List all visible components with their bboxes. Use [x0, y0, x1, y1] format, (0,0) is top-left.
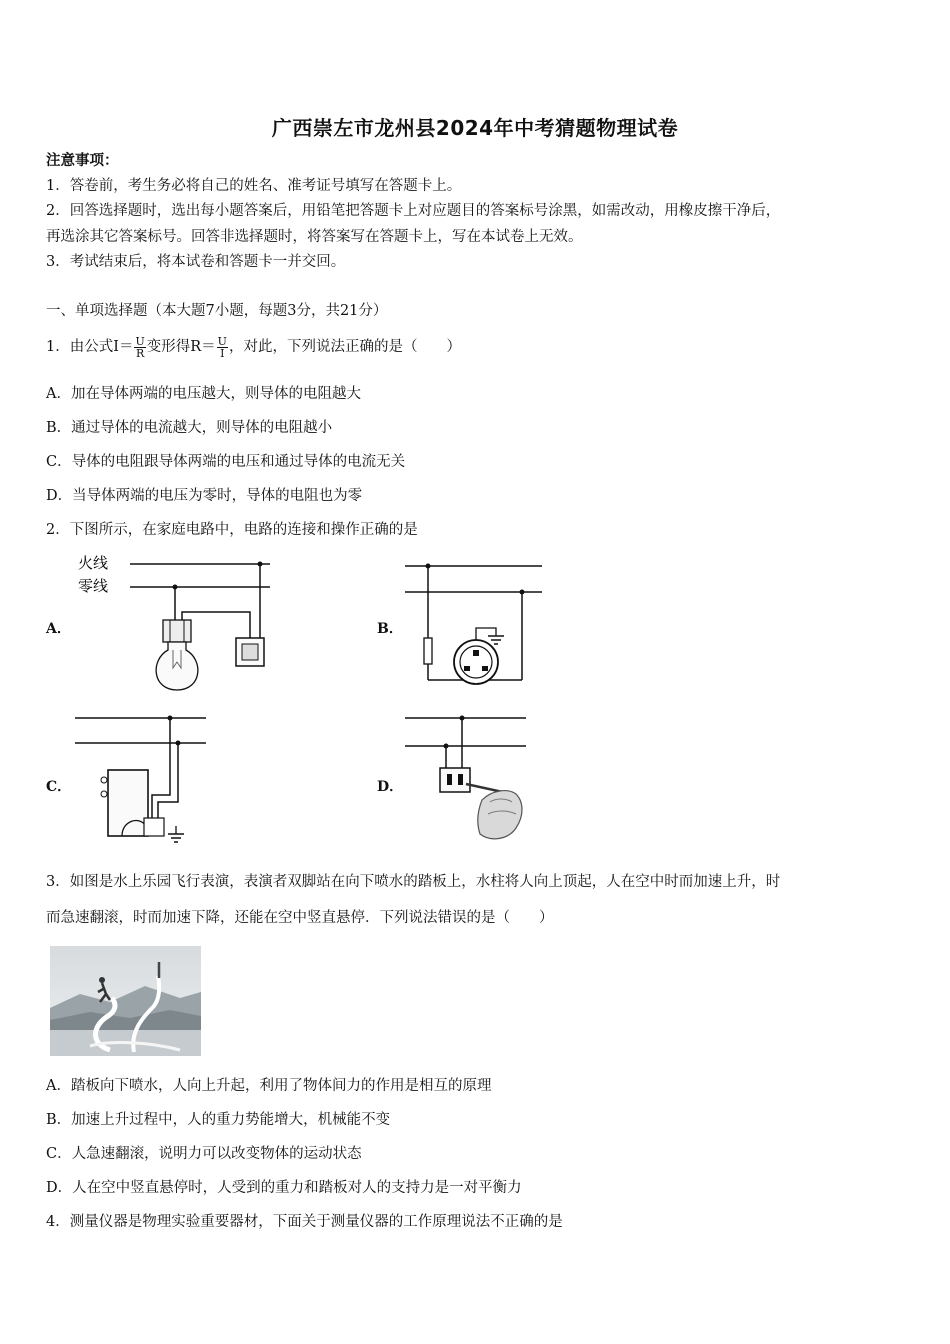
question-3-stem: 3．如图是水上乐园飞行表演，表演者双脚站在向下喷水的踏板上，水柱将人向上顶起，人在空中时而加速上升，时 — [46, 874, 781, 890]
test-pen-hand-icon — [466, 784, 522, 839]
ground-symbol-icon — [488, 636, 504, 644]
notice-item: 1．答卷前，考生务必将自己的姓名、准考证号填写在答题卡上。 — [46, 178, 462, 194]
q1-suffix: ，对此，下列说法正确的是（ ） — [228, 339, 461, 355]
live-wire-label: 火线 — [78, 554, 109, 572]
question-4-stem: 4．测量仪器是物理实验重要器材，下面关于测量仪器的工作原理说法不正确的是 — [46, 1214, 563, 1230]
q3-option-d: D．人在空中竖直悬停时，人受到的重力和踏板对人的支持力是一对平衡力 — [46, 1180, 522, 1196]
circuit-diagram-c — [70, 710, 220, 845]
three-prong-socket-icon — [454, 640, 498, 684]
q3-option-b: B．加速上升过程中，人的重力势能增大，机械能不变 — [46, 1112, 391, 1128]
formula-1-fraction — [134, 336, 145, 359]
q2-label-d: D． — [377, 779, 404, 795]
fuse-icon — [424, 638, 432, 664]
formula-1-denominator: R — [135, 346, 145, 360]
q2-label-b: B． — [377, 621, 403, 637]
formula-1-lhs: I＝ — [113, 339, 134, 355]
question-2-stem: 2．下图所示，在家庭电路中，电路的连接和操作正确的是 — [46, 522, 418, 538]
wall-switch-icon — [236, 638, 264, 666]
formula-1-numerator: U — [135, 334, 145, 348]
page-title: 广西崇左市龙州县2024年中考猜题物理试卷 — [271, 116, 679, 140]
question-1-stem — [46, 332, 461, 362]
notice-heading: 注意事项： — [46, 152, 119, 169]
light-bulb-icon — [156, 620, 198, 690]
section-heading: 一、单项选择题（本大题7小题，每题3分，共21分） — [46, 303, 388, 319]
formula-2-denominator: I — [220, 346, 225, 360]
formula-2-lhs: R＝ — [190, 339, 216, 355]
circuit-diagram-d — [400, 710, 535, 850]
q1-option-b: B．通过导体的电流越大，则导体的电阻越小 — [46, 420, 333, 436]
notice-item: 再选涂其它答案标号。回答非选择题时，将答案写在答题卡上，写在本试卷上无效。 — [46, 229, 583, 245]
question-3-stem-cont: 而急速翻滚，时而加速下降，还能在空中竖直悬停．下列说法错误的是（ ） — [46, 910, 554, 926]
q1-mid: 变形得 — [146, 339, 191, 355]
ground-symbol-icon — [168, 834, 184, 842]
q3-option-a: A．踏板向下喷水，人向上升起，利用了物体间力的作用是相互的原理 — [46, 1078, 492, 1094]
q2-label-c: C． — [46, 779, 72, 795]
q1-option-a: A．加在导体两端的电压越大，则导体的电阻越大 — [46, 386, 361, 402]
circuit-diagram-a — [70, 550, 285, 698]
q1-option-d: D．当导体两端的电压为零时，导体的电阻也为零 — [46, 488, 363, 504]
q2-label-a: A． — [46, 621, 71, 637]
notice-item: 2．回答选择题时，选出每小题答案后，用铅笔把答题卡上对应题目的答案标号涂黑，如需改动，用橡皮擦干净后， — [46, 203, 781, 219]
power-outlet-icon — [440, 768, 470, 792]
q1-option-c: C．导体的电阻跟导体两端的电压和通过导体的电流无关 — [46, 454, 406, 470]
q3-option-c: C．人急速翻滚，说明力可以改变物体的运动状态 — [46, 1146, 362, 1162]
water-jetpack-photo — [50, 946, 201, 1056]
formula-2-numerator: U — [217, 334, 227, 348]
q1-prefix: 1．由公式 — [46, 339, 114, 355]
neutral-wire-label: 零线 — [78, 577, 109, 595]
notice-item: 3．考试结束后，将本试卷和答题卡一并交回。 — [46, 254, 346, 270]
appliance-icon — [101, 770, 164, 836]
circuit-diagram-b — [400, 558, 550, 693]
formula-2-fraction — [217, 336, 228, 359]
